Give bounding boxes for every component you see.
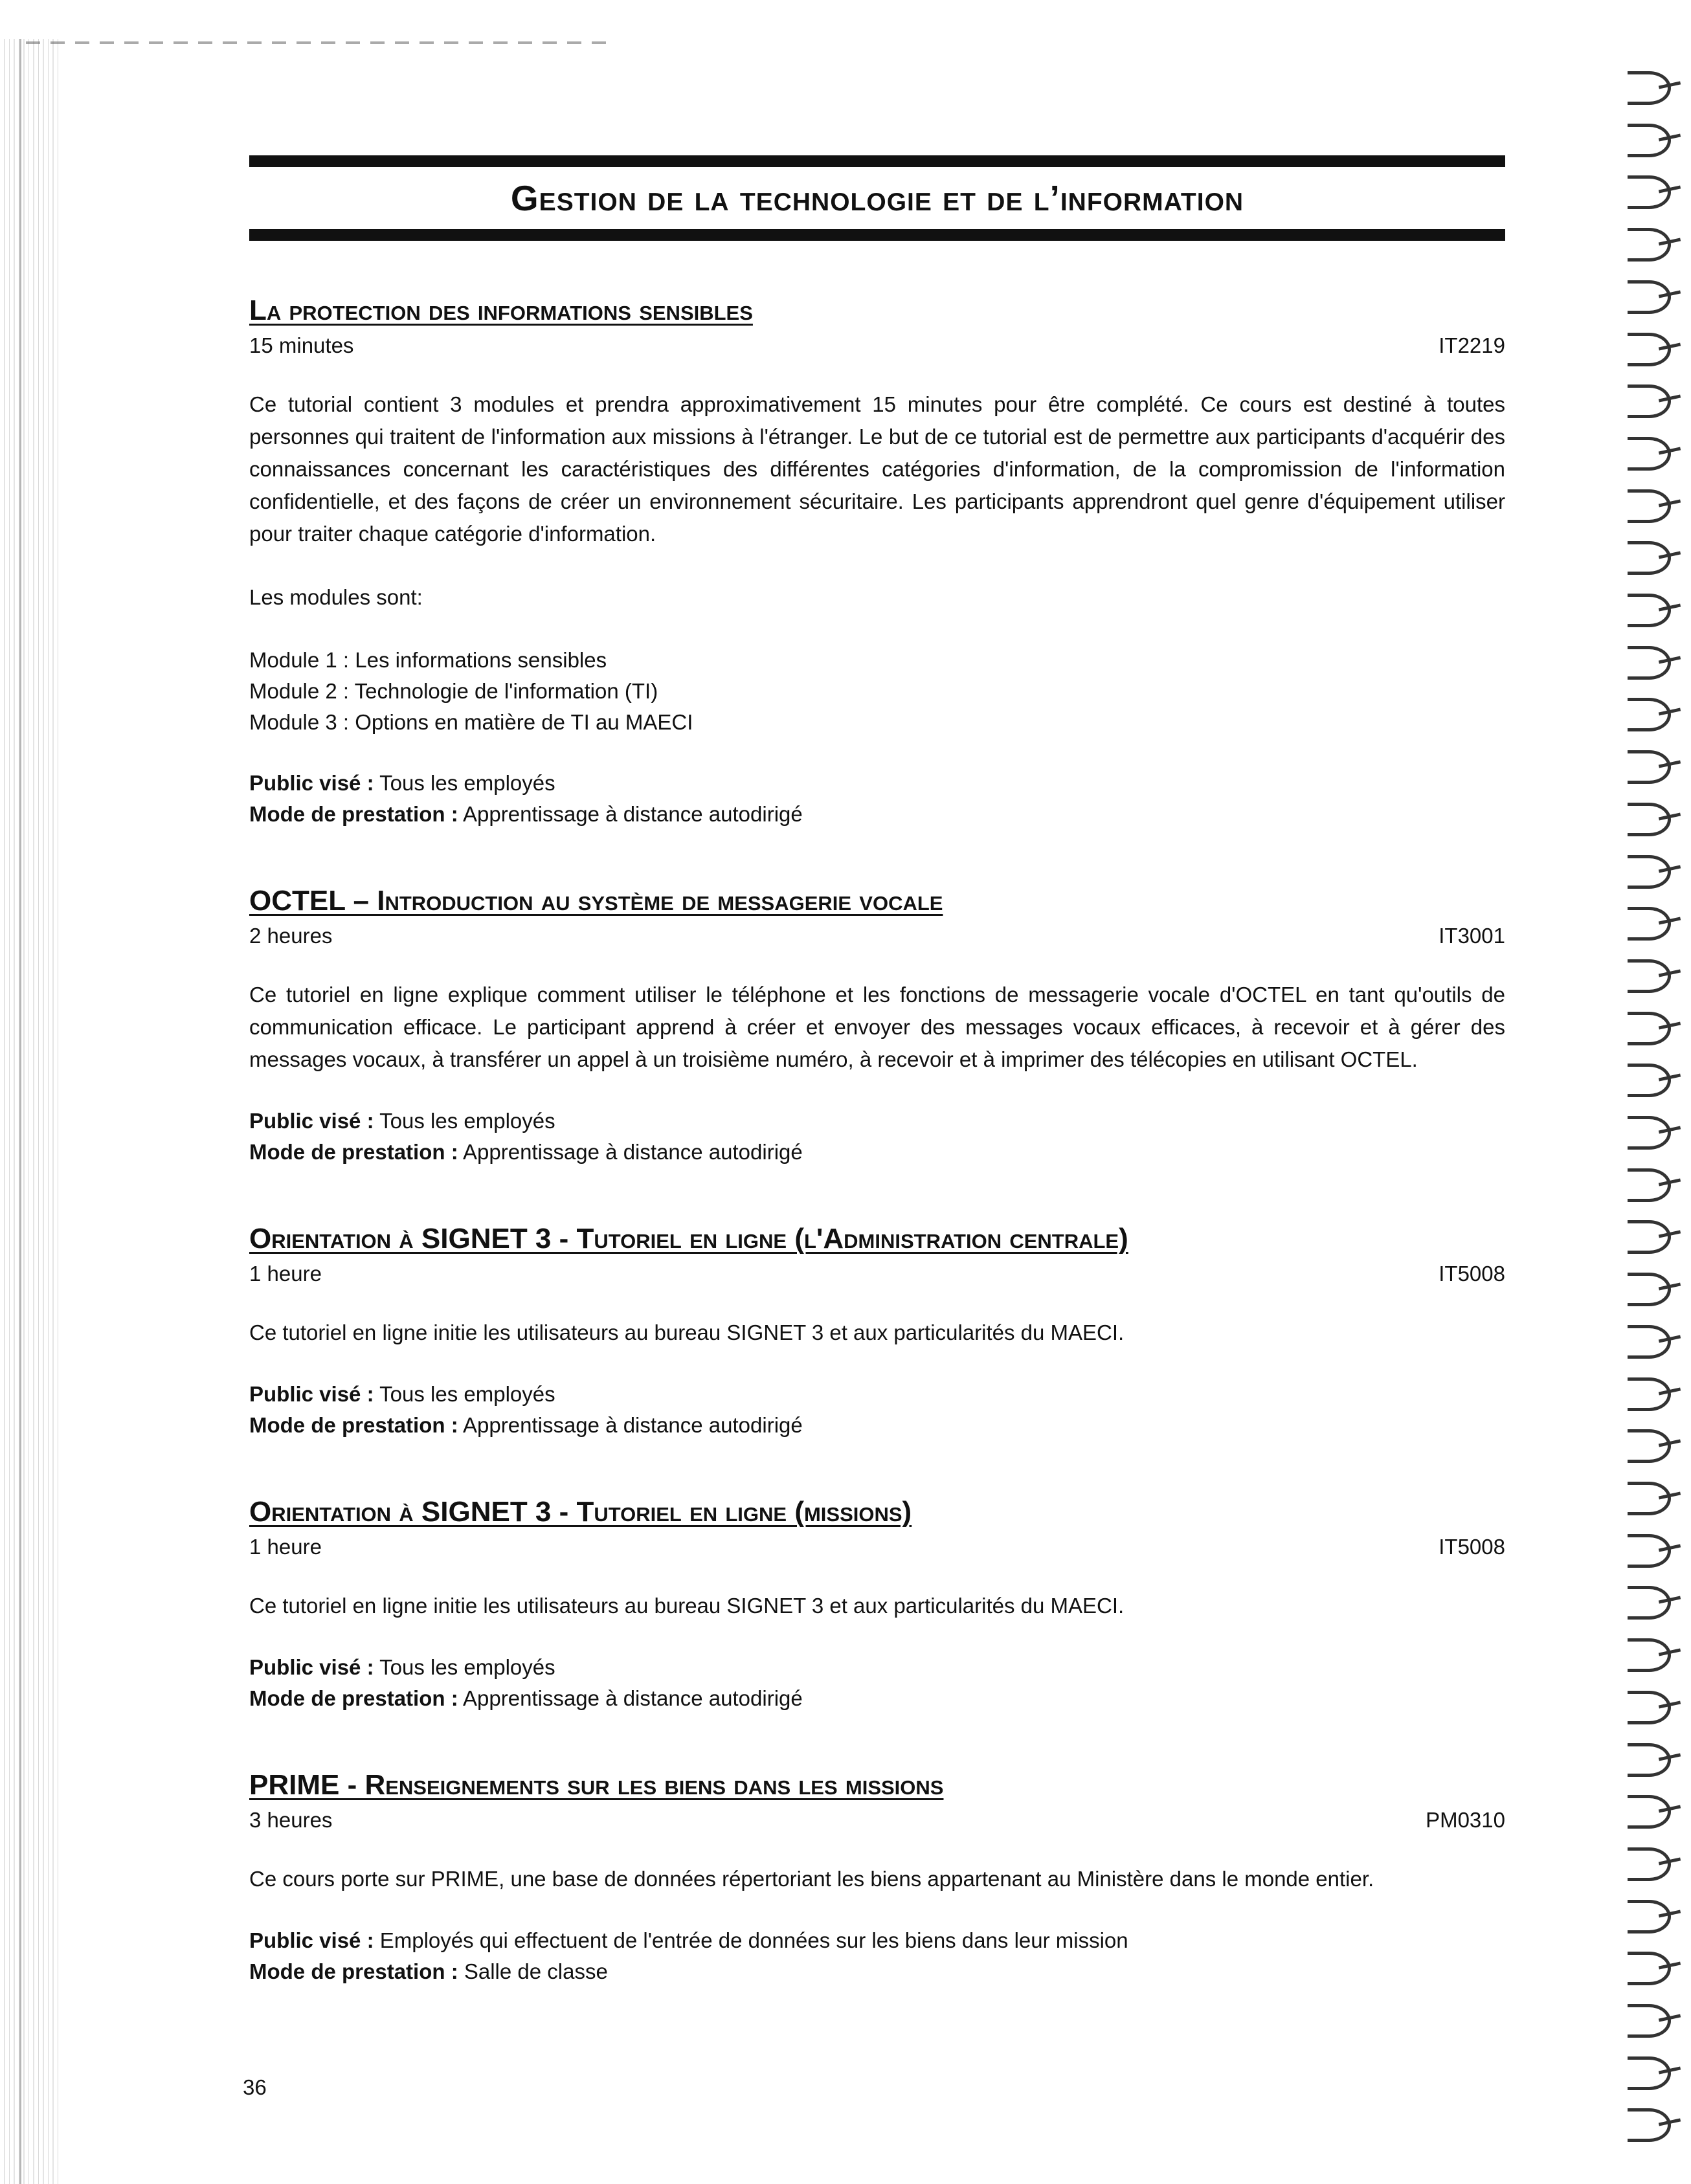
- course-details: [249, 1925, 1505, 1987]
- title-rule-top: [249, 155, 1505, 167]
- spiral-binding: [1628, 71, 1679, 2143]
- page-number: 36: [243, 2075, 267, 2099]
- audience-label: Public visé :: [249, 1928, 374, 1952]
- audience-label: Public visé :: [249, 1382, 374, 1406]
- course-code: IT5008: [1439, 1535, 1505, 1559]
- course-code: IT2219: [1439, 333, 1505, 357]
- course-details: [249, 1379, 1505, 1441]
- course-title: La protection des informations sensibles: [249, 295, 753, 326]
- audience-value: Employés qui effectuent de l'entrée de données sur les biens dans leur mission: [379, 1928, 1128, 1952]
- course-duration: 1 heure: [249, 1262, 322, 1286]
- course-details: [249, 1652, 1505, 1714]
- audience-value: Tous les employés: [379, 1655, 555, 1679]
- delivery-value: Apprentissage à distance autodirigé: [463, 1686, 803, 1710]
- audience-value: Tous les employés: [379, 1382, 555, 1406]
- delivery-label: Mode de prestation :: [249, 1686, 458, 1710]
- course-duration: 15 minutes: [249, 333, 354, 357]
- course-details: [249, 768, 1505, 830]
- course-section-signet-admin: [249, 1221, 1505, 1441]
- course-description: Ce tutoriel en ligne explique comment utiliser le téléphone et les fonctions de messagerie vocale d'OCTEL en tant qu'outils de communication efficace. Le participant apprend à créer et envoyer des messages vocaux efficaces, à recevoir et à gérer des messages vocaux, à transférer un appel à un troisième numéro, à recevoir et à imprimer des télécopies en utilisant OCTEL.: [249, 983, 1505, 1071]
- course-title: Orientation à SIGNET 3 - Tutoriel en ligne (l'Administration centrale): [249, 1223, 1128, 1254]
- course-section-protection: [249, 293, 1505, 830]
- course-meta: [249, 1533, 1505, 1561]
- audience-label: Public visé :: [249, 771, 374, 795]
- course-meta: [249, 922, 1505, 950]
- course-duration: 3 heures: [249, 1808, 333, 1832]
- delivery-value: Apprentissage à distance autodirigé: [463, 1413, 803, 1437]
- course-title: PRIME - Renseignements sur les biens dans les missions: [249, 1769, 944, 1801]
- course-description: Ce tutorial contient 3 modules et prendra approximativement 15 minutes pour être complété. Ce cours est destiné à toutes personnes qui traitent de l'information aux missions à l'étranger. Le but de ce tutorial est de permettre aux participants d'acquérir des connaissances concernant les caractéristiques des différentes catégories d'information, de la compromission de l'information confidentielle, et des façons de créer un environnement sécuritaire. Les participants apprendront quel genre d'équipement utiliser pour traiter chaque catégorie d'information.: [249, 392, 1505, 546]
- audience-value: Tous les employés: [379, 771, 555, 795]
- course-code: IT3001: [1439, 924, 1505, 948]
- course-section-prime: [249, 1767, 1505, 1987]
- audience-label: Public visé :: [249, 1109, 374, 1133]
- module-list: [249, 645, 1505, 738]
- document-page: [249, 155, 1505, 2110]
- delivery-value: Salle de classe: [464, 1959, 608, 1983]
- scan-binding-shadow: [0, 39, 58, 2184]
- delivery-value: Apprentissage à distance autodirigé: [463, 802, 803, 826]
- delivery-label: Mode de prestation :: [249, 1140, 458, 1164]
- course-meta: [249, 331, 1505, 360]
- modules-intro: Les modules sont:: [249, 585, 423, 609]
- course-description: Ce tutoriel en ligne initie les utilisateurs au bureau SIGNET 3 et aux particularités du MAECI.: [249, 1320, 1125, 1344]
- course-description: Ce tutoriel en ligne initie les utilisateurs au bureau SIGNET 3 et aux particularités du MAECI.: [249, 1594, 1125, 1618]
- course-description: Ce cours porte sur PRIME, une base de données répertoriant les biens appartenant au Ministère dans le monde entier.: [249, 1867, 1374, 1891]
- course-title: OCTEL – Introduction au système de messagerie vocale: [249, 885, 943, 917]
- page-title: Gestion de la technologie et de l’information: [510, 178, 1244, 218]
- audience-label: Public visé :: [249, 1655, 374, 1679]
- course-code: IT5008: [1439, 1262, 1505, 1286]
- course-duration: 1 heure: [249, 1535, 322, 1559]
- audience-value: Tous les employés: [379, 1109, 555, 1133]
- course-details: [249, 1106, 1505, 1168]
- delivery-label: Mode de prestation :: [249, 1413, 458, 1437]
- delivery-value: Apprentissage à distance autodirigé: [463, 1140, 803, 1164]
- module-item: Module 1 : Les informations sensibles: [249, 648, 607, 672]
- course-meta: [249, 1260, 1505, 1288]
- course-section-signet-missions: [249, 1494, 1505, 1714]
- module-item: Module 2 : Technologie de l'information (TI): [249, 679, 658, 703]
- course-section-octel: [249, 883, 1505, 1168]
- scan-top-edge: [26, 41, 609, 44]
- title-rule-bottom: [249, 229, 1505, 241]
- delivery-label: Mode de prestation :: [249, 1959, 458, 1983]
- course-meta: [249, 1806, 1505, 1834]
- module-item: Module 3 : Options en matière de TI au MAECI: [249, 710, 693, 734]
- course-code: PM0310: [1426, 1808, 1505, 1832]
- course-title: Orientation à SIGNET 3 - Tutoriel en ligne (missions): [249, 1496, 912, 1528]
- course-duration: 2 heures: [249, 924, 333, 948]
- delivery-label: Mode de prestation :: [249, 802, 458, 826]
